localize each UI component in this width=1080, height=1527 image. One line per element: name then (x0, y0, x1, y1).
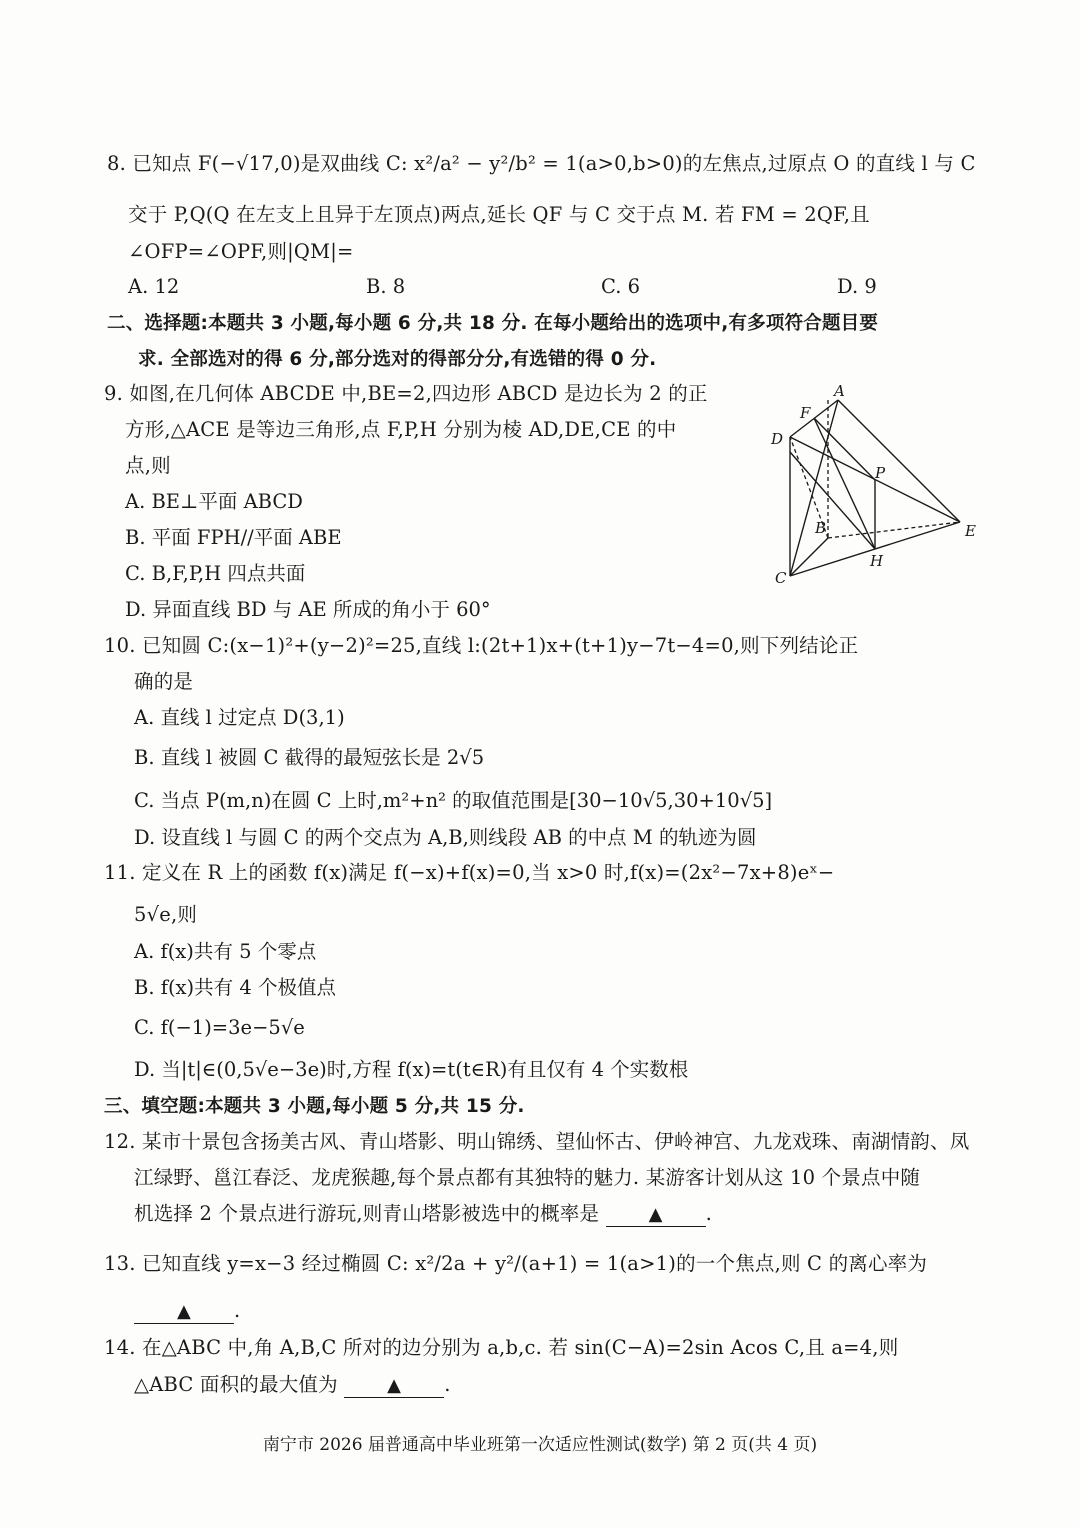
page-footer: 南宁市 2026 届普通高中毕业班第一次适应性测试(数学) 第 2 页(共 4 页) (262, 1435, 818, 1455)
q9-line-3: 点,则 (125, 454, 171, 477)
q8-option-b: B. 8 (366, 275, 406, 298)
label-a: A (834, 382, 845, 400)
q12-line-3-text: 机选择 2 个景点进行游玩,则青山塔影被选中的概率是 (134, 1202, 600, 1225)
q12-line-1: 12. 某市十景包含扬美古风、青山塔影、明山锦绣、望仙怀古、伊岭神宫、九龙戏珠、南湖情韵、凤 (104, 1130, 970, 1153)
q9-option-b: B. 平面 FPH//平面 ABE (125, 526, 342, 549)
label-p: P (875, 464, 886, 482)
q8-line-1: 8. 已知点 F(−√17,0)是双曲线 C: x²/a² − y²/b² = 1(a>0,b>0)的左焦点,过原点 O 的直线 l 与 C (107, 152, 976, 175)
q10-option-a: A. 直线 l 过定点 D(3,1) (134, 706, 345, 729)
q14-period: . (444, 1373, 451, 1396)
q9-geometry-figure (762, 380, 984, 588)
section2-heading-line-1: 二、选择题:本题共 3 小题,每小题 6 分,共 18 分. 在每小题给出的选项中,有多项符合题目要 (107, 313, 879, 334)
q8-line-2: 交于 P,Q(Q 在左支上且异于左顶点)两点,延长 QF 与 C 交于点 M. 若 FM = 2QF,且 (128, 203, 870, 226)
q12-answer-blank[interactable]: ▲ (606, 1204, 706, 1227)
label-h: H (870, 552, 884, 570)
label-c: C (775, 569, 787, 587)
q13-answer-blank[interactable]: ▲ (134, 1301, 234, 1324)
q12-line-3 (134, 1200, 712, 1228)
q13-period: . (234, 1299, 241, 1322)
q12-period: . (705, 1202, 713, 1225)
q10-line-2: 确的是 (134, 670, 194, 693)
q14-line-2 (134, 1371, 451, 1399)
edge-ac (790, 400, 838, 576)
label-e: E (965, 522, 976, 540)
q8-option-c: C. 6 (601, 275, 641, 298)
q9-option-c: C. B,F,P,H 四点共面 (125, 562, 306, 585)
label-f: F (800, 404, 811, 422)
q9-option-d: D. 异面直线 BD 与 AE 所成的角小于 60° (125, 598, 491, 621)
edge-be-hidden (828, 522, 960, 538)
q9-option-a: A. BE⊥平面 ABCD (125, 490, 303, 513)
q8-option-a: A. 12 (128, 275, 180, 298)
q14-answer-blank[interactable]: ▲ (344, 1375, 444, 1398)
q11-line-1: 11. 定义在 R 上的函数 f(x)满足 f(−x)+f(x)=0,当 x>0 时,f(x)=(2x²−7x+8)eˣ− (104, 861, 835, 884)
q11-option-a: A. f(x)共有 5 个零点 (134, 940, 317, 963)
q10-option-d: D. 设直线 l 与圆 C 的两个交点为 A,B,则线段 AB 的中点 M 的轨迹为圆 (134, 826, 757, 849)
q13-line-1: 13. 已知直线 y=x−3 经过椭圆 C: x²/2a + y²/(a+1) = 1(a>1)的一个焦点,则 C 的离心率为 (104, 1252, 928, 1275)
q11-option-b: B. f(x)共有 4 个极值点 (134, 976, 336, 999)
q8-line-3: ∠OFP=∠OPF,则|QM|= (128, 240, 354, 263)
label-b: B (815, 519, 827, 537)
q10-line-1: 10. 已知圆 C:(x−1)²+(y−2)²=25,直线 l:(2t+1)x+(t+1)y−7t−4=0,则下列结论正 (104, 634, 859, 657)
q14-line-1: 14. 在△ABC 中,角 A,B,C 所对的边分别为 a,b,c. 若 sin(C−A)=2sin Acos C,且 a=4,则 (104, 1336, 899, 1359)
q13-line-2 (134, 1297, 240, 1325)
q11-option-d: D. 当|t|∈(0,5√e−3e)时,方程 f(x)=t(t∈R)有且仅有 4 个实数根 (134, 1058, 689, 1081)
q9-line-1: 9. 如图,在几何体 ABCDE 中,BE=2,四边形 ABCD 是边长为 2 的正 (104, 382, 708, 405)
q8-option-d: D. 9 (837, 275, 877, 298)
label-d: D (771, 430, 784, 448)
q14-line-2-text: △ABC 面积的最大值为 (134, 1373, 338, 1396)
q10-option-c: C. 当点 P(m,n)在圆 C 上时,m²+n² 的取值范围是[30−10√5,30+10√5] (134, 789, 773, 812)
q9-line-2: 方形,△ACE 是等边三角形,点 F,P,H 分别为棱 AD,DE,CE 的中 (125, 418, 677, 441)
q11-option-c: C. f(−1)=3e−5√e (134, 1016, 305, 1039)
section3-heading: 三、填空题:本题共 3 小题,每小题 5 分,共 15 分. (104, 1096, 525, 1117)
q11-line-2: 5√e,则 (134, 903, 198, 926)
section2-heading-line-2: 求. 全部选对的得 6 分,部分选对的得部分分,有选错的得 0 分. (138, 349, 657, 370)
q12-line-2: 江绿野、邕江春泛、龙虎猴趣,每个景点都有其独特的魅力. 某游客计划从这 10 个景点中随 (134, 1166, 921, 1189)
q10-option-b: B. 直线 l 被圆 C 截得的最短弦长是 2√5 (134, 746, 485, 769)
